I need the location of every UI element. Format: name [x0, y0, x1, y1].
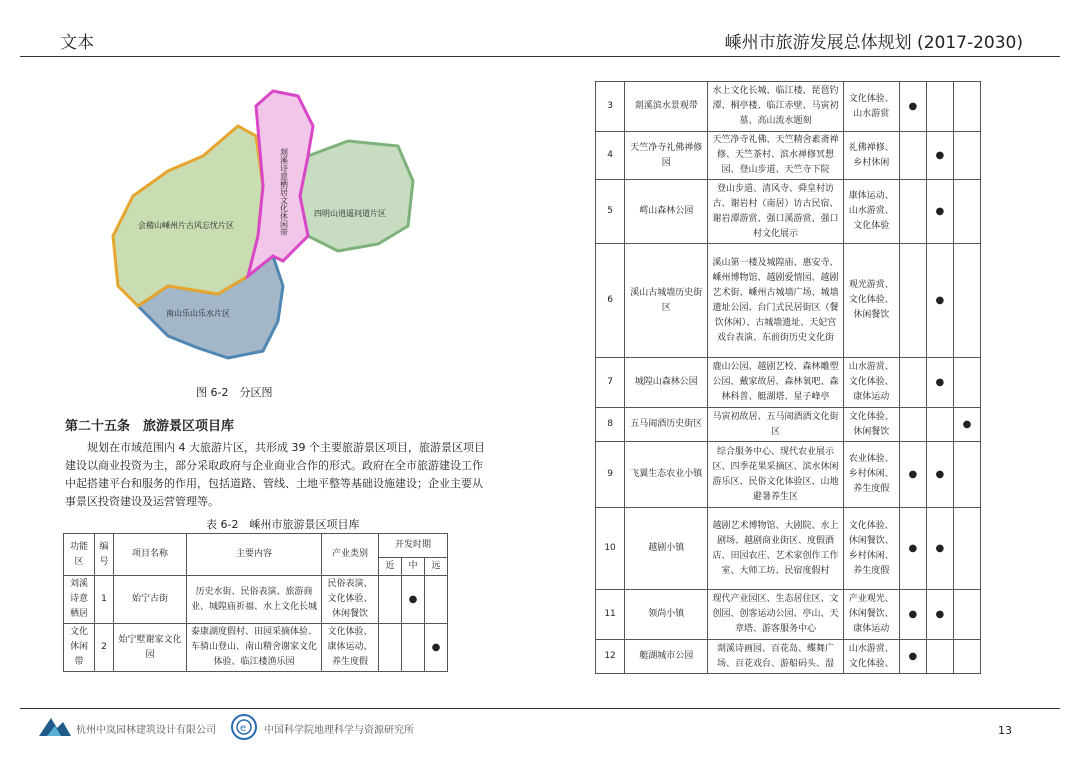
cell-far [953, 180, 980, 244]
cell-name: 领尚小镇 [625, 590, 708, 640]
cell-near [899, 180, 926, 244]
th-name: 项目名称 [114, 534, 187, 576]
footer-company-1: 杭州中岚园林建筑设计有限公司 [76, 725, 216, 736]
cell-far [953, 244, 980, 358]
map-caption: 图 6-2 分区图 [196, 386, 273, 399]
cell-category: 山水游赏、文化体验、康体运动 [843, 358, 899, 408]
zone-label-siming: 四明山逍遥问道片区 [314, 209, 386, 218]
cell-name: 五马闹酒历史街区 [625, 408, 708, 442]
cell-content: 登山步道、清风寺、舜皇村访古、谢岩村（南居）访古民宿、谢岩潭游赏、强口溪游赏、强口村文化展示 [708, 180, 843, 244]
cell-near: ● [899, 590, 926, 640]
table-row [596, 408, 981, 442]
table-row [64, 576, 448, 624]
cell-mid: ● [926, 442, 953, 508]
cell-name: 艇湖城市公园 [625, 640, 708, 674]
cell-near [899, 132, 926, 180]
project-table-left [63, 533, 448, 672]
cell-far [953, 82, 980, 132]
cell-far [953, 132, 980, 180]
table-row [596, 442, 981, 508]
cell-category: 康体运动、山水游赏、文化体验 [843, 180, 899, 244]
cell-near: ● [899, 640, 926, 674]
cell-mid: ● [926, 132, 953, 180]
header-divider [20, 56, 1060, 57]
footer-company-2: 中国科学院地理科学与资源研究所 [264, 725, 414, 736]
cell-name: 剡溪滨水景观带 [625, 82, 708, 132]
cell-content: 天竺净寺礼佛、天竺精舍素斋禅修、天竺茶村、滨水禅修冥想园、登山步道、天竺寺下院 [708, 132, 843, 180]
th-zone: 功能区 [64, 534, 95, 576]
cell-no: 5 [596, 180, 625, 244]
cell-mid [926, 640, 953, 674]
cell-mid [926, 82, 953, 132]
table-caption: 表 6-2 嵊州市旅游景区项目库 [206, 518, 360, 531]
cell-category: 文化体验、康体运动、养生度假 [322, 624, 379, 672]
zoning-map [108, 86, 438, 378]
zone-label-south: 南山乐山乐水片区 [166, 309, 230, 318]
th-far: 远 [425, 558, 448, 576]
table-row [596, 358, 981, 408]
cell-far [953, 640, 980, 674]
cell-no: 6 [596, 244, 625, 358]
cell-name: 嶀山森林公园 [625, 180, 708, 244]
cell-content: 历史水街、民俗表演、旅游商业、城隍庙祈福、水上文化长城 [187, 576, 322, 624]
cell-content: 鹿山公园、越剧艺校、森林雕塑公园、戴家故居、森林氧吧、森林科普、艇湖塔、星子峰亭 [708, 358, 843, 408]
table-row [596, 640, 981, 674]
cell-content: 泰康湖度假村、田园采摘体验、车骑山登山、南山精舍谢家文化体验、临江楼渔乐园 [187, 624, 322, 672]
cell-far: ● [953, 408, 980, 442]
cell-near [379, 624, 402, 672]
cas-igsnrr-logo-icon [230, 713, 258, 741]
cell-no: 2 [95, 624, 114, 672]
cell-no: 10 [596, 508, 625, 590]
th-period: 开发时期 [379, 534, 448, 558]
cell-zone: 文化休闲带 [64, 624, 95, 672]
cell-mid: ● [402, 576, 425, 624]
cell-mid: ● [926, 180, 953, 244]
cell-name: 越剧小镇 [625, 508, 708, 590]
table-row [596, 132, 981, 180]
table-row [596, 82, 981, 132]
cell-category: 观光游赏、文化体验、休闲餐饮 [843, 244, 899, 358]
cell-no: 8 [596, 408, 625, 442]
cell-name: 天竺净寺礼佛禅修园 [625, 132, 708, 180]
cell-no: 1 [95, 576, 114, 624]
project-table-right [595, 81, 981, 674]
th-near: 近 [379, 558, 402, 576]
cell-content: 水上文化长城、临江楼、琵琶钓潭、桐亭楼、临江赤壁、马寅初墓、高山流水题刻 [708, 82, 843, 132]
svg-text:e: e [240, 723, 247, 734]
cell-category: 文化体验、休闲餐饮、乡村休闲、养生度假 [843, 508, 899, 590]
th-mid: 中 [402, 558, 425, 576]
cell-content: 马寅初故居、五马闹酒酒文化街区 [708, 408, 843, 442]
cell-no: 9 [596, 442, 625, 508]
cell-name: 溪山古城墙历史街区 [625, 244, 708, 358]
cell-category: 文化体验、山水游赏 [843, 82, 899, 132]
table-row [596, 590, 981, 640]
cell-far [425, 576, 448, 624]
cell-no: 7 [596, 358, 625, 408]
cell-no: 3 [596, 82, 625, 132]
table-row [596, 180, 981, 244]
cell-mid: ● [926, 244, 953, 358]
cell-near [899, 408, 926, 442]
cell-name: 飞翼生态农业小镇 [625, 442, 708, 508]
cell-near: ● [899, 508, 926, 590]
cell-far [953, 508, 980, 590]
cell-near [379, 576, 402, 624]
cell-near: ● [899, 82, 926, 132]
cell-no: 11 [596, 590, 625, 640]
section-title: 第二十五条 旅游景区项目库 [65, 419, 235, 434]
cell-far [953, 442, 980, 508]
cell-name: 始宁墅谢家文化园 [114, 624, 187, 672]
zone-label-belt: 剡溪诗意栖居文化休闲带 [279, 148, 289, 236]
cell-near: ● [899, 442, 926, 508]
cell-far [953, 358, 980, 408]
cell-no: 12 [596, 640, 625, 674]
cell-mid [926, 408, 953, 442]
cell-category: 文化体验、休闲餐饮 [843, 408, 899, 442]
zhonglan-logo-icon [37, 716, 73, 738]
cell-near [899, 358, 926, 408]
zone-kuaiji [113, 126, 263, 306]
cell-category: 产业观光、休闲餐饮、康体运动 [843, 590, 899, 640]
cell-content: 现代产业园区、生态居住区、文创园、创客运动公园、亭山、天章塔、游客服务中心 [708, 590, 843, 640]
cell-content: 溪山第一楼及城隍庙、惠安寺、嵊州博物馆、越剧爱情园、越剧艺术街、嵊州古城墙广场、城墙遗址公园、台门式民居街区（餐饮休闲）、古城墙遗址、天妃宫戏台表演、东前街历史文化街 [708, 244, 843, 358]
table-row [64, 624, 448, 672]
cell-category: 山水游赏、文化体验、 [843, 640, 899, 674]
cell-far [953, 590, 980, 640]
th-category: 产业类别 [322, 534, 379, 576]
zone-siming [300, 141, 413, 251]
cell-mid [402, 624, 425, 672]
cell-mid: ● [926, 508, 953, 590]
section-body: 规划在市域范围内 4 大旅游片区，共形成 39 个主要旅游景区项目，旅游景区项目建设以商业投资为主，部分采取政府与企业商业合作的形式。政府在全市旅游建设工作中起搭建平台和服务的作用，包括道路、管线、土地平整等基础设施建设；企业主要从事景区投资建设及运营管理等。 [65, 441, 485, 508]
cell-name: 始宁古街 [114, 576, 187, 624]
cell-content: 剡溪诗画园、百花岛、蝶舞广场、百花戏台、游船码头、湿 [708, 640, 843, 674]
cell-near [899, 244, 926, 358]
cell-content: 越剧艺术博物馆、大剧院、水上剧场、越剧商业街区、度假酒店、田园农庄、艺术家创作工作室、大师工坊、民宿度假村 [708, 508, 843, 590]
header-doc-title: 嵊州市旅游发展总体规划 (2017-2030) [724, 33, 1023, 53]
cell-category: 农业体验、乡村休闲、养生度假 [843, 442, 899, 508]
cell-mid: ● [926, 358, 953, 408]
zone-label-kuaiji: 会稽山嵊州片古风忘忧片区 [138, 221, 234, 230]
cell-name: 城隍山森林公园 [625, 358, 708, 408]
th-content: 主要内容 [187, 534, 322, 576]
cell-no: 4 [596, 132, 625, 180]
cell-content: 综合服务中心、现代农业展示区、四季花果采摘区、滨水休闲游乐区、民俗文化体验区、山地避暑养生区 [708, 442, 843, 508]
cell-category: 礼佛禅修、乡村休闲 [843, 132, 899, 180]
footer-divider [20, 708, 1060, 709]
th-no: 编号 [95, 534, 114, 576]
cell-mid: ● [926, 590, 953, 640]
table-row [596, 508, 981, 590]
page-number: 13 [998, 724, 1012, 737]
cell-category: 民俗表演、文化体验、休闲餐饮 [322, 576, 379, 624]
cell-far: ● [425, 624, 448, 672]
table-row [596, 244, 981, 358]
header-doc-type: 文本 [60, 33, 94, 53]
cell-zone: 刘溪诗意栖居 [64, 576, 95, 624]
